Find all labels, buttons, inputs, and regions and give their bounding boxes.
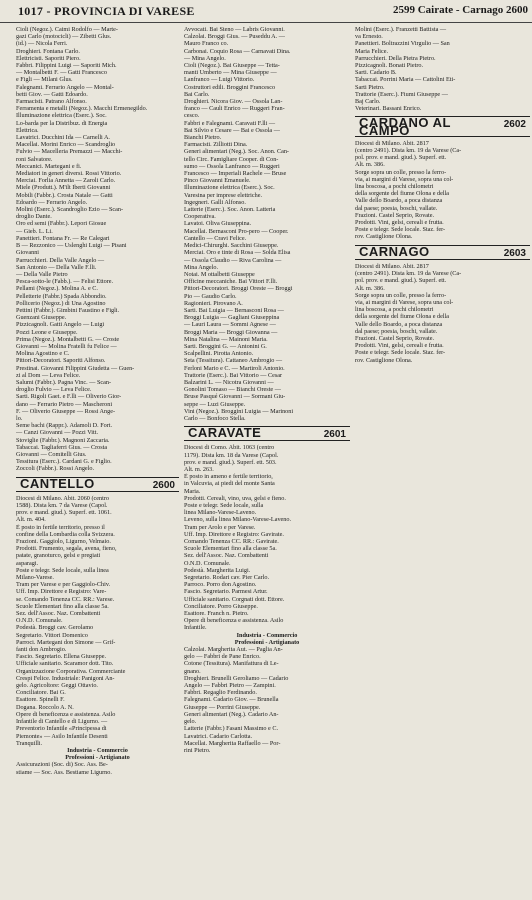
text-line: Elettricisti. Saporiti Piero. <box>16 54 81 62</box>
text-line: Costruttori edili. Broggini Francesco <box>184 83 276 91</box>
text-line: Maria. <box>184 487 201 495</box>
text-line: Prodotti. Cereali, vino, uva, gelsi e fieno. <box>184 494 286 502</box>
text-line: Scuole Elementari fino alla classe 5a. <box>16 602 109 610</box>
text-line: Diocesi di Milano. Abit. 2060 (centro <box>16 494 109 502</box>
text-line: zi al Dom — Leva Felice. <box>16 371 81 379</box>
text-line: Ferloni Mario e C. — Martiroli Antonio. <box>184 364 285 372</box>
text-line: Prestinai. Giovanni Filippini Giudetta — Guen- <box>16 364 135 372</box>
text-line: pol. prov. e mand. giud.). Superf. ett. <box>355 277 447 285</box>
text-line: roni Salvatore. <box>16 155 53 163</box>
text-line: gnano. <box>184 667 201 675</box>
town-heading-caravate <box>184 426 350 441</box>
text-line: Lanfranco — Luigi Vittorio. <box>184 76 255 84</box>
text-line: asparagi. <box>16 559 39 567</box>
text-line: — Gieb. L. Li. <box>16 227 53 235</box>
text-line: Medici-Chirurghi. Sacchini Giuseppe. <box>184 242 279 250</box>
text-line: Alt. m. 404. <box>16 516 46 524</box>
text-line: Pio — Gaudio Carlo. <box>184 292 237 300</box>
text-line: cesco. <box>184 112 200 120</box>
text-line: O.N.D. Comunale. <box>16 617 63 625</box>
text-line: Ufficiale sanitario. Corgnati dott. Ettore. <box>184 595 285 603</box>
text-line: Farmacisti. Zilliotti Dina. <box>184 141 248 149</box>
text-line: Parrucchieri. Della Valle Angelo — <box>16 256 105 264</box>
text-line: Broggi Luigia — Gagliani Giuseppina <box>184 314 280 322</box>
text-line: Opere di beneficenza e assistenza. Asilo <box>184 617 284 625</box>
text-line: Esattore. Spinelli F. <box>16 696 65 704</box>
text-line: Parroci. Martegani don Simone — Grif- <box>16 638 116 646</box>
text-line: Prodotti. Vini, gelsi, cereali e frutta. <box>355 342 444 350</box>
text-line: Baj Carlo. <box>355 98 381 106</box>
text-line: Illuminazione elettrica (Eserc.). Soc. <box>184 184 275 192</box>
text-line: droglio Fulvio — Leva Felice. <box>16 386 92 394</box>
text-line: Mina Natalina — Mainoni Maria. <box>184 335 268 343</box>
text-line: via, ai margini di Varese, sopra una col- <box>355 298 454 306</box>
text-line: Valle dello Boardo, a poca distanza <box>355 320 443 328</box>
text-line: Seta (Tessitura). Cattaneo Ambrogio — <box>184 357 283 365</box>
text-line: gelo — Fabbri de Pane Enrico. <box>184 653 261 661</box>
text-line: Panettieri. Boltrazzini Virgulio — San <box>355 40 450 48</box>
text-line: Leveno, sulla linea Milano-Varese-Laveno. <box>184 516 292 524</box>
column-middle <box>184 26 350 896</box>
text-line: Prodotti. Vini, gelsi, cereali e frutta. <box>355 219 444 227</box>
text-line: Macellai. Margherita Raffaello — Por- <box>184 739 281 747</box>
text-line: Falegnami. Cadario Giov. — Brunella <box>184 696 279 704</box>
text-line: Meccanici. Martegani e fi. <box>16 162 82 170</box>
text-line: Droghieri. Fontana Carlo. <box>16 47 80 55</box>
text-line: — Canzi Giovanni — Pozzi Vitt. <box>16 429 99 437</box>
text-line: Diocesi di Milano. Abit. 2817 <box>355 262 429 270</box>
text-line: gazi Carlo (motocicli) — Zibetti Glus. <box>16 33 112 41</box>
page-header <box>0 0 532 23</box>
text-line: Podestà. Broggi cav. Gerolamo <box>16 624 94 632</box>
text-line: 1588). Dista km. 7 da Varese (Capol. <box>16 502 108 509</box>
text-line: — Lauri Laura — Sommi Agnese — <box>184 321 276 329</box>
text-line: Opere di beneficenza e assistenza. Asilo <box>16 710 116 718</box>
text-line: (centro 2491). Dista km. 19 da Varese (Ca- <box>355 147 462 155</box>
text-line: Salumi (Fabbr.). Pagna Vinc. — Scan- <box>16 378 112 386</box>
text-line: Latterie (Fabbr.) Fasani Massimo e C. <box>184 725 278 733</box>
text-line: droglio Dante. <box>16 213 52 221</box>
text-line: patate, granoturco, gelsi e pregiati <box>16 552 101 560</box>
text-line: Sorge sopra un colle, presso la ferro- <box>355 168 447 176</box>
text-line: Scalpellini. Pirotta Antonio. <box>184 350 254 358</box>
text-line: Fascio. Segretario. Parmesi Artur. <box>184 588 268 596</box>
text-line: sumo — Ossola Lanfranco — Ruggeri <box>184 162 280 170</box>
text-line: Calzolai. Margherita Aut. — Paglia An- <box>184 646 283 654</box>
text-line: 1179). Dista km. 18 da Varese (Capol. <box>184 451 279 459</box>
text-line: Conciliatore. Bai G. <box>16 689 66 697</box>
text-line: Giuseppe — Porrini Giuseppe. <box>184 703 261 711</box>
text-line: Mina Angelo. <box>184 263 219 271</box>
text-line: Calzolai. Broggi Gius. — Puseddu A. — <box>184 33 285 41</box>
text-line: della sorgente del fiume Olona e della <box>355 313 450 321</box>
text-line: Veterinari. Bassani Enrico. <box>355 105 422 113</box>
text-line: Milano-Varese. <box>16 574 54 582</box>
text-line: Droghieri. Brunelli Geroliamo — Cadario <box>184 674 289 682</box>
text-line: Pesca-sotto-le (Fabb.). — Felisi Ettore. <box>16 278 114 286</box>
text-line: e Figli — Milani Glus. <box>16 76 73 84</box>
text-line: Infantile di Cantello e di Ligurno. — <box>16 718 108 726</box>
text-line: prov. e mand. giud.). Superf. ett. 503. <box>184 458 277 466</box>
text-line: prov. e mand. giud.). Superf. ett. 1061. <box>16 509 112 517</box>
text-line: pol. prov. e mand. giud.). Superf. ett. <box>355 154 447 162</box>
town-heading-cardano <box>355 116 530 136</box>
text-line: È posto in fertile territorio, presso il <box>16 523 105 531</box>
text-line: betti Giov. — Gatti Edoardo. <box>16 90 88 98</box>
text-line: Edoardo — Ferrario Angelo. <box>16 198 88 206</box>
text-line: Tabaccai. Tagliaferri Gius. — Crosta <box>16 443 108 451</box>
text-line: Stoviglie (Fabbr.). Magnoni Zaccaria. <box>16 436 110 444</box>
cardano-section <box>355 140 530 241</box>
text-line: Pittori-Decoratori. Broggi Oreste — Broggi <box>184 285 293 293</box>
text-line: Professioni - Artigianato <box>234 638 300 646</box>
text-line: Oro ed semi (Fabbr.). Lepori Giosue <box>16 220 107 228</box>
text-line: Preventorio Infantile «Principessa di <box>16 725 107 733</box>
text-line: Tabaccai. Porrini Maria — Cattolini Eti- <box>355 76 456 84</box>
town-name: CARDANO AL CAMPO <box>359 115 451 138</box>
text-line: Seme bachi (Rappr.). Adamoli D. Fort. <box>16 422 113 430</box>
text-line: Sorge sopra un colle, presso la ferro- <box>355 291 447 299</box>
text-line: confine della Lombardia colla Svizzera. <box>16 530 115 538</box>
text-line: lina boscosa, a pochi chilometri <box>355 183 434 191</box>
text-line: Segretario. Rodari cav. Pier Carlo. <box>184 574 269 582</box>
text-line: Pollicerio (Negoz.) di Una Agostino <box>16 299 106 307</box>
text-line: Tram per Varese e per Gaggiolo-Chiv. <box>16 581 111 589</box>
text-line: Poste e telegr. Sede locale. Staz. fer- <box>355 349 446 357</box>
text-line: Pittori-Decoratori. Saporiti Alfonso. <box>16 357 106 365</box>
text-line: Officine meccaniche. Bai Vittori F.lli. <box>184 278 278 286</box>
text-line: lina boscosa, a pochi chilometri <box>355 306 434 314</box>
text-line: Prodotti. Frumento, segala, avena, fieno, <box>16 545 117 553</box>
text-line: O.N.D. Comunale. <box>184 559 231 567</box>
text-line: Fascio. Segretario. Ellena Giuseppe. <box>16 653 107 661</box>
text-line: Crespi Felice. Industriale: Panigoni An- <box>16 674 115 682</box>
text-line: Carbonai. Coquio Rosa — Carnavati Dina. <box>184 47 291 55</box>
town-number: 2600 <box>152 479 175 491</box>
text-line: Alt. m. 386. <box>355 284 385 292</box>
text-line: — Della Valle Pietro <box>16 270 68 278</box>
text-line: Alt. m. 386. <box>355 161 385 169</box>
text-line: va Ernesto. <box>355 33 383 41</box>
text-line: linea Milano-Varese-Laveno. <box>184 509 257 517</box>
text-line: Varesina per imprese elettriche. <box>184 191 262 199</box>
text-line: Scuole Elementari fino alla classe 5a. <box>184 545 277 553</box>
town-heading-cantello <box>16 477 179 492</box>
text-line: Pettini (Fabbr.). Gimbini Faustino e Figli. <box>16 306 120 314</box>
text-line: Organizzazione Corporativa. Commerciante <box>16 667 126 675</box>
carnago-section <box>355 263 530 364</box>
text-line: Droghieri. Nicora Giov. — Ossola Lan- <box>184 98 283 106</box>
text-line: Lavatoi. Oliva Giuseppina. <box>184 220 252 228</box>
caravate-section <box>184 444 350 754</box>
text-line: Giovanni — Molina Fratelli fu Felice — <box>16 342 117 350</box>
text-line: dal paese; poesia, boschi, vallate. <box>355 204 438 212</box>
text-line: dal paese; poesia, boschi, vallate. <box>355 327 438 335</box>
text-line: Falegnami. Ferrario Angelo — Montal- <box>16 83 114 91</box>
text-line: Guenzani Giuseppe. <box>16 314 67 322</box>
text-line: Podestà. Margherita Luigi. <box>184 566 251 574</box>
running-head-right: 2599 Cairate - Carnago 2600 <box>392 4 528 16</box>
text-line: Parroco. Porro don Agostino. <box>184 581 257 589</box>
text-line: Industria - Commercio <box>67 746 128 754</box>
text-line: Merciai. Oro e tinte di Rosa — Solda Elisa <box>184 249 291 257</box>
text-line: Broggi Maria — Broggi Giovanna — <box>184 328 278 336</box>
text-line: (id.) — Nicola Ferri. <box>16 40 68 48</box>
text-line: Sarti. Rigoli Gaet. e F.lli — Oliverio Gior- <box>16 393 122 401</box>
text-line: Poste e telegr. Sede locale, sulla linea <box>16 566 109 574</box>
text-line: Industria - Commercio <box>236 631 298 639</box>
text-line: Fulvio — Macelleria Premazzi — Macchi- <box>16 148 123 156</box>
text-line: rov. Castiglione Olona. <box>355 233 413 241</box>
town-name: CARNAGO <box>359 243 430 259</box>
text-line: Bai Silvio e Cesare — Bai e Ossola — <box>184 126 280 134</box>
column-left <box>16 26 179 896</box>
text-line: Sarti Pietro. <box>355 83 385 91</box>
text-line: (centro 2491). Dista km. 19 da Varese (Ca- <box>355 270 462 278</box>
text-line: Mediatori in generi diversi. Rossi Vittorio. <box>16 170 122 178</box>
text-line: Cotone (Tessitura). Manifattura di Le- <box>184 660 279 668</box>
text-line: Elettrica. <box>16 126 39 134</box>
text-line: Frazioni. Gaggiolo, Ligurno, Velmaio. <box>16 538 111 546</box>
text-line: Pozzi Leone e Giuseppe. <box>16 328 78 336</box>
text-line: Mobili (Fabbr.). Crosta Natale — Gatti <box>16 191 113 199</box>
text-line: Fabbri. Filippini Luigi — Saporiti Mich. <box>16 62 117 70</box>
text-line: Cooperativa. <box>184 213 216 221</box>
cairate-continued-section <box>16 26 179 473</box>
text-line: Avvocati. Bai Steno — Labris Giovanni. <box>184 26 285 33</box>
text-line: Esattore. Franch n. Pietro. <box>184 610 249 618</box>
text-line: Cioli (Negoz.). Bai Giuseppe — Tetta- <box>184 62 280 70</box>
cantello-continued-section <box>184 26 350 422</box>
text-line: se. Comando Tenenza CC. RR.: Varese. <box>16 595 115 603</box>
text-line: Professioni - Artigianato <box>65 754 130 762</box>
text-line: Uff. Imp. Direttore e Registro: Gavirate. <box>184 530 284 538</box>
text-line: Ufficiale sanitario. Scaramor dott. Tito. <box>16 660 114 668</box>
text-line: Trattorie (Eserc.). Fiumi Giuseppe — <box>355 90 448 98</box>
text-line: Ferramenta e metalli (Negoz.). Macchi Ermenegildo. <box>16 105 148 113</box>
text-line: Pizzicagnoli. Gatti Angelo — Luigi <box>16 321 105 329</box>
town-number: 2601 <box>323 429 346 441</box>
text-line: Macellai. Morini Enrico — Scandroglio <box>16 141 116 149</box>
text-line: Zoccoli (Fabbr.). Rossi Angelo. <box>16 465 95 473</box>
text-line: Diocesi di Milano. Abit. 2817 <box>355 139 429 147</box>
text-line: Poste e telegr. Sede locale, sulla <box>184 502 264 509</box>
text-line: Sarti. Cadario B. <box>355 69 397 77</box>
text-line: tello Circ. Famigliare Cooper. di Con- <box>184 155 279 163</box>
text-line: Cioli (Negoz.). Caimi Rodolfo — Marte- <box>16 26 118 33</box>
text-line: Comando Tenenza CC. RR.: Gavirate. <box>184 538 279 546</box>
text-line: Sez. dell'Assoc. Naz. Combattenti <box>16 610 101 618</box>
text-line: Gonolini Tomaso — Bianchi Oreste — <box>184 386 281 394</box>
text-line: Fabbri e Falegnami. Caravati F.lli — <box>184 119 276 127</box>
text-line: stiame — Soc. Ass. Bestiame Ligurno. <box>16 768 112 776</box>
text-line: Dogana. Roccolo A. N. <box>16 703 74 711</box>
text-line: Segretario. Vittori Domenico <box>16 631 88 639</box>
text-line: Generi alimentari (Neg.). Soc. Anon. Can- <box>184 148 289 156</box>
text-line: manti Umberto — Mina Giuseppe — <box>184 69 277 77</box>
text-line: Cantello — Cravi Felice. <box>184 234 247 242</box>
text-line: Bai Carlo. <box>184 90 210 98</box>
text-line: Carlo — Bonfoco Stella. <box>184 414 246 422</box>
text-line: Merciai. Forlia Annetta — Zaroli Carlo. <box>16 177 116 185</box>
text-line: Molini (Eserc.). Franzetti Battista — <box>355 26 447 33</box>
text-line: Trattorie (Eserc.). Bai Vittorio — Cesar <box>184 371 283 379</box>
text-line: Piemonte» — Asilo Infantile Desenti <box>16 732 108 740</box>
text-line: — Montalbetti F. — Gatti Francesco <box>16 69 107 77</box>
text-line: Vini (Negoz.). Broggini Luigia — Marinoni <box>184 407 294 415</box>
text-line: Pellami (Negoz.). Molina A. e C. <box>16 285 98 293</box>
text-line: Balzarini L. — Nicotra Giovanni — <box>184 378 274 386</box>
text-line: franco — Cauli Enrico — Ruggeri Fran- <box>184 105 285 113</box>
text-line: Ingegneri. Galli Alfonso. <box>184 198 246 206</box>
text-line: seppe — Luzi Giuseppe. <box>184 400 246 408</box>
text-line: Pelletterie (Fabbr.) Spada Abbondio. <box>16 292 107 300</box>
text-line: Assicurazioni (Soc. di) Soc. Ass. Be- <box>16 761 108 769</box>
text-line: in Valcuvia, ai piedi del monte Santa <box>184 480 275 488</box>
text-line: fanti don Ambrogio. <box>16 646 67 654</box>
text-line: Infantile. <box>184 624 207 632</box>
text-line: Latterie (Eserc.). Soc. Anon. Latteria <box>184 206 276 214</box>
text-line: Bruse Pasqué Giovanni — Sormani Giu- <box>184 393 286 401</box>
text-line: Conciliatore. Porro Giuseppe. <box>184 602 258 610</box>
text-line: Pizzicagnoli. Bonati Pietro. <box>355 62 424 70</box>
text-line: Lavatrici. Cadario Carlotta. <box>184 732 253 740</box>
text-line: Molini (Eserc.). Scandroglio Ezio — Scan- <box>16 206 124 214</box>
text-line: Uff. Imp. Direttore e Registro: Vare- <box>16 588 107 596</box>
text-line: — Ossola Claudio — Riva Carolina — <box>184 256 282 264</box>
text-line: Macellai. Bernasconi Pro-pero — Cooper. <box>184 227 289 235</box>
text-line: Diocesi di Como. Abit. 1063 (centro <box>184 444 275 452</box>
town-number: 2603 <box>503 247 526 259</box>
text-line: Bianchi Pietro. <box>184 134 222 142</box>
text-line: Poste e telegr. Sede locale. Staz. fer- <box>355 226 446 234</box>
text-line: Tranquilli. <box>16 739 43 747</box>
text-line: È posto in ameno e fertile territorio, <box>184 473 273 481</box>
text-line: Molina Agostino e C. <box>16 350 70 358</box>
text-line: Frazioni. Castel Seprio, Rovate. <box>355 334 435 342</box>
text-line: gelo. <box>184 718 197 726</box>
text-line: Prima (Negoz.). Montalbetti G. — Croste <box>16 335 120 343</box>
town-heading-carnago <box>355 245 530 260</box>
running-head-left: 1017 - PROVINCIA DI VARESE <box>18 4 195 18</box>
column-right <box>355 26 530 896</box>
text-line: San Antonio — Della Valle F.lli. <box>16 263 97 271</box>
text-line: Illuminazione elettrica (Eserc.). Soc. <box>16 112 107 120</box>
text-line: Tram per Arolo e per Varese. <box>184 523 256 531</box>
text-line: Giovanni — Comitelli Gius. <box>16 450 87 458</box>
text-line: Sarti. Bai Luigia — Bernasconi Rosa — <box>184 306 284 314</box>
text-line: Panettieri. Fontana Fr. — Re Calegari <box>16 234 110 242</box>
town-name: CARAVATE <box>188 425 262 441</box>
text-line: Mauro Franco co. <box>184 40 229 48</box>
text-line: Miele (Produtt.). M'ilt Iberti Giovanni <box>16 184 111 192</box>
caravate-continued-section <box>355 26 530 112</box>
text-line: Sez. dell'Assoc. Naz. Combattenti <box>184 552 269 560</box>
text-line: Lo-barda per la Distribuz. di Energia <box>16 119 108 127</box>
text-line: lo. <box>16 414 23 422</box>
text-line: Francesco — Imperiali Rachele — Bruse <box>184 170 287 178</box>
text-line: Farmacisti. Patrano Alfonso. <box>16 98 87 106</box>
text-line: dano — Ferrario Pietro — Mascheroni <box>16 400 113 408</box>
text-line: Tessitura (Eserc.). Cardani G. e Figlio. <box>16 458 112 466</box>
text-line: gelo. Agricoltore: Geggi Ottavio. <box>16 682 98 690</box>
text-line: Maria Felice. <box>355 47 388 55</box>
text-line: F. — Oliverio Giuseppe — Rossi Ange- <box>16 407 116 415</box>
town-name: CANTELLO <box>20 475 95 491</box>
cantello-section <box>16 495 179 776</box>
text-line: Lavatrici. Ducchini Ida — Carnelli A. <box>16 134 110 142</box>
text-line: — Mina Angelo. <box>184 54 226 62</box>
text-line: B — Rezzonico — Uslenghi Luigi — Pisani <box>16 242 127 250</box>
text-line: Ragionieri. Pirovano A. <box>184 299 243 307</box>
text-line: della sorgente del fiume Olona e della <box>355 190 450 198</box>
text-line: rini Pietro. <box>184 746 211 754</box>
text-line: Generi alimentari (Neg.). Cadario An- <box>184 710 279 718</box>
text-line: Giovanni <box>16 249 40 257</box>
text-line: via, ai margini di Varese, sopra una col- <box>355 175 454 183</box>
text-line: Valle dello Boardo, a poca distanza <box>355 197 443 205</box>
text-line: Pinco Giovanni Emanuele. <box>184 177 251 185</box>
text-line: Alt. m. 263. <box>184 465 214 473</box>
text-line: Notai. M ottalbetti Giuseppe <box>184 270 255 278</box>
text-line: Fabbri. Regaglio Ferdinando. <box>184 689 257 697</box>
text-line: Angelo — Fabbri Pietro — Zampini. <box>184 682 276 690</box>
town-number: 2602 <box>503 119 526 131</box>
text-line: Sarti. Broggini G. — Antonini G. <box>184 342 267 350</box>
text-line: rov. Castiglione Olona. <box>355 356 413 364</box>
text-line: Frazioni. Castel Seprio, Rovate. <box>355 211 435 219</box>
text-line: Parrucchieri. Della Pietra Pietro. <box>355 54 436 62</box>
